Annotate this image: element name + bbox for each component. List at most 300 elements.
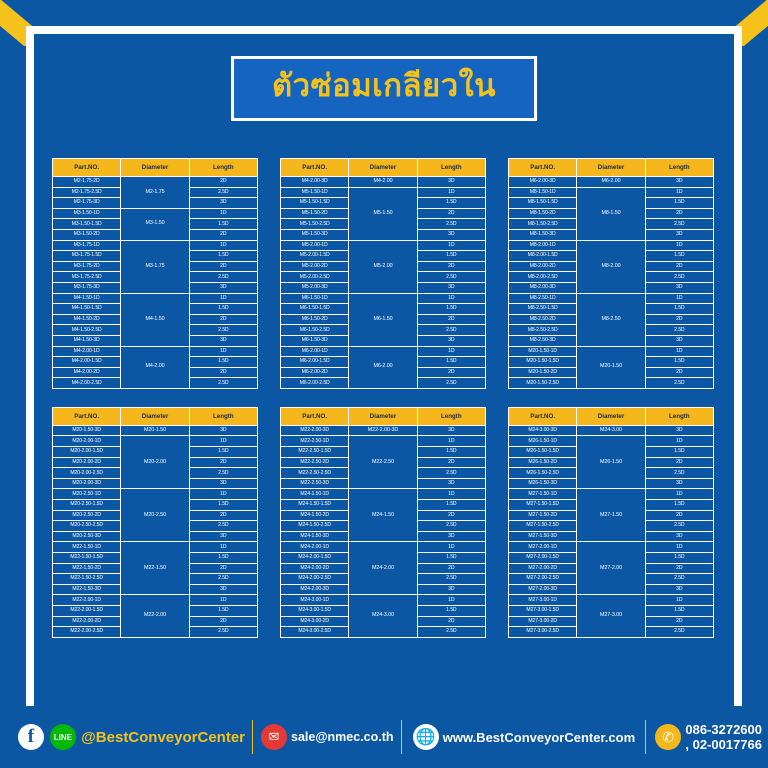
cell-length: 1D xyxy=(189,346,257,357)
cell-part-no: M20-1.50-1.5D xyxy=(509,357,577,368)
column-header-1: Part.NO. xyxy=(281,407,349,425)
cell-length: 2D xyxy=(645,314,713,325)
cell-part-no: M3-1.75-1D xyxy=(53,240,121,251)
spec-table xyxy=(280,407,486,638)
table-row xyxy=(281,293,486,304)
cell-part-no: M8-1.50-2D xyxy=(509,208,577,219)
cell-length: 1D xyxy=(645,240,713,251)
table-row xyxy=(53,208,258,219)
cell-length: 2.5D xyxy=(189,521,257,532)
cell-diameter: M8-2.50 xyxy=(577,293,645,346)
cell-part-no: M24-3.00-2.5D xyxy=(281,627,349,638)
cell-part-no: M22-2.00-2D xyxy=(53,616,121,627)
cell-length: 1D xyxy=(417,489,485,500)
cell-part-no: M5-2.00-3D xyxy=(281,282,349,293)
cell-length: 2D xyxy=(189,261,257,272)
cell-length: 1.5D xyxy=(417,304,485,315)
cell-part-no: M24-2.00-3D xyxy=(281,584,349,595)
cell-length: 1.5D xyxy=(645,447,713,458)
cell-part-no: M20-2.50-2.5D xyxy=(53,521,121,532)
cell-part-no: M8-2.00-2D xyxy=(509,261,577,272)
cell-length: 1D xyxy=(645,595,713,606)
cell-part-no: M4-1.50-1.5D xyxy=(53,304,121,315)
cell-length: 3D xyxy=(417,229,485,240)
cell-length: 2.5D xyxy=(417,627,485,638)
cell-length: 1.5D xyxy=(189,219,257,230)
cell-diameter: M6-1.50 xyxy=(349,293,417,346)
cell-length: 2D xyxy=(417,314,485,325)
cell-part-no: M5-2.00-2.5D xyxy=(281,272,349,283)
cell-length: 2D xyxy=(645,616,713,627)
poster-page xyxy=(26,26,742,714)
cell-diameter: M8-2.00 xyxy=(577,240,645,293)
cell-length: 1D xyxy=(417,542,485,553)
poster-inner-panel xyxy=(34,34,734,706)
cell-part-no: M27-2.00-2D xyxy=(509,563,577,574)
cell-diameter: M22-2.50 xyxy=(349,436,417,489)
cell-length: 3D xyxy=(189,282,257,293)
cell-length: 3D xyxy=(417,335,485,346)
facebook-handle[interactable]: @BestConveyorCenter xyxy=(81,728,246,746)
cell-part-no: M2-1.75-3D xyxy=(53,198,121,209)
cell-length: 1D xyxy=(417,595,485,606)
cell-length: 2.5D xyxy=(645,378,713,389)
cell-part-no: M8-2.50-1.5D xyxy=(509,304,577,315)
cell-diameter: M6-2.00 xyxy=(577,177,645,188)
cell-part-no: M22-1.50-2D xyxy=(53,563,121,574)
footer-phone[interactable]: 086-3272600 , 02-0017766 xyxy=(685,722,762,752)
cell-length: 3D xyxy=(417,425,485,436)
cell-diameter: M20-1.50 xyxy=(121,425,189,436)
cell-part-no: M24-2.00-2D xyxy=(281,563,349,574)
cell-diameter: M24-1.50 xyxy=(349,489,417,542)
cell-part-no: M27-3.00-1D xyxy=(509,595,577,606)
cell-length: 3D xyxy=(417,531,485,542)
cell-part-no: M4-2.00-2D xyxy=(53,367,121,378)
cell-part-no: M3-1.75-1.5D xyxy=(53,251,121,262)
spec-table-6 xyxy=(508,407,714,638)
column-header-2: Diameter xyxy=(577,407,645,425)
cell-length: 3D xyxy=(417,177,485,188)
cell-part-no: M27-1.50-2.5D xyxy=(509,521,577,532)
table-row xyxy=(281,240,486,251)
cell-length: 2.5D xyxy=(189,378,257,389)
cell-part-no: M4-2.00-1D xyxy=(53,346,121,357)
cell-length: 1D xyxy=(645,187,713,198)
cell-length: 2D xyxy=(417,563,485,574)
cell-part-no: M8-2.50-3D xyxy=(509,335,577,346)
footer-website[interactable]: www.BestConveyorCenter.com xyxy=(442,729,636,745)
table-header-row xyxy=(509,159,714,177)
cell-length: 2D xyxy=(417,208,485,219)
cell-length: 2D xyxy=(417,261,485,272)
cell-part-no: M6-2.00-1D xyxy=(281,346,349,357)
column-header-1: Part.NO. xyxy=(509,159,577,177)
spec-table-3 xyxy=(508,158,714,389)
cell-length: 2D xyxy=(417,367,485,378)
table-row xyxy=(281,187,486,198)
cell-length: 1D xyxy=(417,187,485,198)
cell-length: 1D xyxy=(189,436,257,447)
cell-diameter: M26-1.50 xyxy=(577,436,645,489)
cell-diameter: M20-2.00 xyxy=(121,436,189,489)
cell-part-no: M26-1.50-1D xyxy=(509,436,577,447)
cell-part-no: M5-2.00-2D xyxy=(281,261,349,272)
column-header-1: Part.NO. xyxy=(281,159,349,177)
cell-part-no: M27-1.50-1D xyxy=(509,489,577,500)
cell-part-no: M26-1.50-2D xyxy=(509,457,577,468)
footer-bar xyxy=(0,706,768,768)
cell-part-no: M20-1.50-2.5D xyxy=(509,378,577,389)
spec-table-2 xyxy=(280,158,486,389)
cell-length: 2.5D xyxy=(645,272,713,283)
cell-length: 2.5D xyxy=(417,219,485,230)
cell-part-no: M20-2.50-3D xyxy=(53,531,121,542)
cell-length: 1.5D xyxy=(189,500,257,511)
cell-length: 2D xyxy=(189,616,257,627)
cell-part-no: M8-2.00-3D xyxy=(509,282,577,293)
cell-length: 3D xyxy=(645,282,713,293)
cell-diameter: M22-2.00-3D xyxy=(349,425,417,436)
cell-length: 1D xyxy=(417,240,485,251)
cell-diameter: M22-1.50 xyxy=(121,542,189,595)
cell-length: 1D xyxy=(645,542,713,553)
table-row xyxy=(53,240,258,251)
cell-length: 1.5D xyxy=(189,553,257,564)
cell-length: 2.5D xyxy=(417,468,485,479)
globe-icon: 🌐 xyxy=(413,724,439,750)
column-header-2: Diameter xyxy=(577,159,645,177)
column-header-2: Diameter xyxy=(121,159,189,177)
table-row xyxy=(509,177,714,188)
cell-length: 1D xyxy=(645,436,713,447)
cell-length: 2D xyxy=(417,616,485,627)
cell-length: 2.5D xyxy=(189,627,257,638)
cell-length: 1D xyxy=(645,489,713,500)
table-row xyxy=(281,177,486,188)
cell-length: 3D xyxy=(189,198,257,209)
cell-part-no: M6-2.00-3D xyxy=(509,177,577,188)
table-row xyxy=(509,346,714,357)
cell-length: 2.5D xyxy=(645,627,713,638)
cell-part-no: M5-1.50-2D xyxy=(281,208,349,219)
cell-diameter: M2-1.75 xyxy=(121,177,189,209)
cell-length: 1D xyxy=(417,293,485,304)
cell-part-no: M5-1.50-1.5D xyxy=(281,198,349,209)
cell-part-no: M27-1.50-3D xyxy=(509,531,577,542)
cell-length: 2.5D xyxy=(189,187,257,198)
table-row xyxy=(53,346,258,357)
cell-part-no: M27-3.00-2.5D xyxy=(509,627,577,638)
cell-part-no: M6-2.00-2D xyxy=(281,367,349,378)
cell-length: 2D xyxy=(189,367,257,378)
facebook-icon[interactable]: f xyxy=(18,724,44,750)
cell-part-no: M5-1.50-1D xyxy=(281,187,349,198)
table-row xyxy=(509,425,714,436)
cell-part-no: M6-2.00-2.5D xyxy=(281,378,349,389)
cell-part-no: M22-2.50-1D xyxy=(281,436,349,447)
cell-length: 2.5D xyxy=(189,574,257,585)
cell-part-no: M4-1.50-2D xyxy=(53,314,121,325)
cell-part-no: M24-1.50-2D xyxy=(281,510,349,521)
cell-part-no: M27-3.00-2D xyxy=(509,616,577,627)
cell-length: 1.5D xyxy=(189,357,257,368)
cell-length: 2.5D xyxy=(417,378,485,389)
cell-part-no: M4-1.50-1D xyxy=(53,293,121,304)
cell-part-no: M20-1.50-1D xyxy=(509,346,577,357)
cell-part-no: M5-2.00-1D xyxy=(281,240,349,251)
cell-part-no: M6-1.50-1D xyxy=(281,293,349,304)
spec-table xyxy=(508,407,714,638)
spec-table-4 xyxy=(52,407,258,638)
table-header-row xyxy=(53,407,258,425)
cell-length: 2.5D xyxy=(417,574,485,585)
cell-length: 1.5D xyxy=(417,500,485,511)
spec-table xyxy=(508,158,714,389)
cell-part-no: M22-2.50-2D xyxy=(281,457,349,468)
cell-part-no: M26-1.50-2.5D xyxy=(509,468,577,479)
table-row xyxy=(281,542,486,553)
cell-length: 3D xyxy=(645,425,713,436)
cell-part-no: M22-2.50-3D xyxy=(281,478,349,489)
cell-length: 1.5D xyxy=(645,251,713,262)
cell-length: 2D xyxy=(189,229,257,240)
cell-length: 3D xyxy=(189,478,257,489)
cell-length: 2.5D xyxy=(645,325,713,336)
table-row xyxy=(509,542,714,553)
cell-length: 1D xyxy=(645,346,713,357)
line-icon-label: LINE xyxy=(53,732,73,742)
cell-diameter: M27-3.00 xyxy=(577,595,645,637)
cell-length: 2D xyxy=(645,208,713,219)
cell-part-no: M22-2.50-2.5D xyxy=(281,468,349,479)
cell-length: 2D xyxy=(645,510,713,521)
table-row xyxy=(281,436,486,447)
cell-part-no: M27-2.00-1.5D xyxy=(509,553,577,564)
cell-part-no: M3-1.50-1D xyxy=(53,208,121,219)
cell-part-no: M24-3.00-1D xyxy=(281,595,349,606)
cell-diameter: M20-1.50 xyxy=(577,346,645,388)
cell-part-no: M24-2.00-2.5D xyxy=(281,574,349,585)
cell-length: 1.5D xyxy=(645,500,713,511)
cell-diameter: M27-1.50 xyxy=(577,489,645,542)
cell-length: 3D xyxy=(189,531,257,542)
column-header-3: Length xyxy=(645,407,713,425)
cell-length: 2D xyxy=(645,457,713,468)
cell-part-no: M8-2.00-2.5D xyxy=(509,272,577,283)
column-header-2: Diameter xyxy=(121,407,189,425)
cell-part-no: M4-2.00-3D xyxy=(281,177,349,188)
cell-part-no: M4-1.50-3D xyxy=(53,335,121,346)
cell-length: 1.5D xyxy=(417,553,485,564)
cell-length: 1D xyxy=(189,489,257,500)
cell-length: 1.5D xyxy=(417,447,485,458)
phone-icon: ✆ xyxy=(655,724,681,750)
cell-length: 1D xyxy=(189,595,257,606)
cell-length: 2D xyxy=(189,510,257,521)
table-row xyxy=(281,425,486,436)
cell-length: 3D xyxy=(645,335,713,346)
cell-part-no: M8-2.00-1D xyxy=(509,240,577,251)
cell-part-no: M20-2.00-2.5D xyxy=(53,468,121,479)
cell-diameter: M8-1.50 xyxy=(577,187,645,240)
cell-part-no: M24-2.00-1D xyxy=(281,542,349,553)
cell-part-no: M20-2.00-2D xyxy=(53,457,121,468)
column-header-3: Length xyxy=(645,159,713,177)
cell-length: 1.5D xyxy=(417,357,485,368)
cell-part-no: M22-2.50-1.5D xyxy=(281,447,349,458)
cell-length: 3D xyxy=(645,177,713,188)
cell-part-no: M24-3.00-1.5D xyxy=(281,605,349,616)
cell-length: 2D xyxy=(417,457,485,468)
cell-diameter: M24-3.00 xyxy=(577,425,645,436)
cell-length: 1D xyxy=(189,240,257,251)
cell-length: 1.5D xyxy=(645,553,713,564)
cell-length: 2D xyxy=(189,457,257,468)
cell-part-no: M5-1.50-2.5D xyxy=(281,219,349,230)
cell-diameter: M24-3.00 xyxy=(349,595,417,637)
cell-length: 1.5D xyxy=(189,251,257,262)
cell-part-no: M5-2.00-1.5D xyxy=(281,251,349,262)
cell-length: 1.5D xyxy=(417,251,485,262)
cell-part-no: M24-1.50-1.5D xyxy=(281,500,349,511)
table-row xyxy=(53,293,258,304)
cell-part-no: M27-1.50-2D xyxy=(509,510,577,521)
cell-part-no: M5-1.50-3D xyxy=(281,229,349,240)
table-row xyxy=(53,177,258,188)
cell-length: 1.5D xyxy=(645,304,713,315)
table-row xyxy=(53,436,258,447)
cell-part-no: M8-1.50-1D xyxy=(509,187,577,198)
cell-length: 2D xyxy=(645,367,713,378)
table-header-row xyxy=(53,159,258,177)
cell-length: 3D xyxy=(417,584,485,595)
footer-divider-2 xyxy=(401,720,402,754)
cell-part-no: M3-1.75-2.5D xyxy=(53,272,121,283)
cell-part-no: M24-3.00-3D xyxy=(509,425,577,436)
cell-diameter: M5-1.50 xyxy=(349,187,417,240)
cell-length: 1.5D xyxy=(417,198,485,209)
cell-diameter: M3-1.50 xyxy=(121,208,189,240)
table-row xyxy=(509,489,714,500)
cell-length: 1.5D xyxy=(189,447,257,458)
cell-part-no: M24-1.50-3D xyxy=(281,531,349,542)
cell-part-no: M4-2.00-2.5D xyxy=(53,378,121,389)
cell-diameter: M24-2.00 xyxy=(349,542,417,595)
cell-part-no: M3-1.50-1.5D xyxy=(53,219,121,230)
cell-part-no: M22-2.00-1D xyxy=(53,595,121,606)
cell-part-no: M22-2.00-3D xyxy=(281,425,349,436)
table-row xyxy=(53,425,258,436)
cell-part-no: M8-2.50-2.5D xyxy=(509,325,577,336)
cell-part-no: M4-1.50-2.5D xyxy=(53,325,121,336)
cell-length: 1D xyxy=(189,542,257,553)
cell-part-no: M26-1.50-1.5D xyxy=(509,447,577,458)
cell-part-no: M27-1.50-1.5D xyxy=(509,500,577,511)
cell-part-no: M8-2.50-1D xyxy=(509,293,577,304)
cell-length: 1.5D xyxy=(645,198,713,209)
cell-part-no: M8-1.50-1.5D xyxy=(509,198,577,209)
cell-part-no: M6-1.50-2D xyxy=(281,314,349,325)
cell-part-no: M20-1.50-2D xyxy=(509,367,577,378)
table-row xyxy=(509,240,714,251)
column-header-2: Diameter xyxy=(349,159,417,177)
cell-part-no: M6-2.00-1.5D xyxy=(281,357,349,368)
cell-length: 2.5D xyxy=(417,325,485,336)
cell-length: 1D xyxy=(189,293,257,304)
cell-part-no: M20-2.50-1D xyxy=(53,489,121,500)
column-header-3: Length xyxy=(417,159,485,177)
cell-diameter: M22-2.00 xyxy=(121,595,189,637)
table-row xyxy=(281,489,486,500)
spec-table xyxy=(280,158,486,389)
cell-length: 2.5D xyxy=(189,272,257,283)
cell-length: 2.5D xyxy=(417,272,485,283)
cell-length: 1.5D xyxy=(645,605,713,616)
cell-part-no: M6-1.50-2.5D xyxy=(281,325,349,336)
spec-table xyxy=(52,407,258,638)
cell-part-no: M27-2.00-3D xyxy=(509,584,577,595)
cell-length: 1D xyxy=(645,293,713,304)
cell-part-no: M22-2.00-1.5D xyxy=(53,605,121,616)
cell-part-no: M20-2.50-2D xyxy=(53,510,121,521)
footer-email[interactable]: sale@nmec.co.th xyxy=(291,730,394,744)
column-header-3: Length xyxy=(417,407,485,425)
footer-social[interactable] xyxy=(18,724,76,750)
cell-part-no: M27-2.00-2.5D xyxy=(509,574,577,585)
cell-length: 3D xyxy=(189,335,257,346)
cell-part-no: M3-1.75-2D xyxy=(53,261,121,272)
footer-divider-1 xyxy=(252,720,253,754)
cell-part-no: M8-1.50-3D xyxy=(509,229,577,240)
cell-part-no: M2-1.75-2D xyxy=(53,177,121,188)
cell-part-no: M20-2.50-1.5D xyxy=(53,500,121,511)
envelope-icon: ✉ xyxy=(261,724,287,750)
cell-length: 3D xyxy=(645,531,713,542)
cell-part-no: M24-1.50-1D xyxy=(281,489,349,500)
cell-length: 1.5D xyxy=(189,304,257,315)
cell-length: 1.5D xyxy=(417,605,485,616)
cell-diameter: M6-2.00 xyxy=(349,346,417,388)
cell-diameter: M4-2.00 xyxy=(121,346,189,388)
line-icon[interactable] xyxy=(50,724,76,750)
footer-divider-3 xyxy=(645,720,646,754)
cell-length: 2.5D xyxy=(189,325,257,336)
cell-part-no: M24-1.50-2.5D xyxy=(281,521,349,532)
cell-length: 2.5D xyxy=(645,219,713,230)
cell-part-no: M8-2.00-1.5D xyxy=(509,251,577,262)
cell-part-no: M20-2.00-3D xyxy=(53,478,121,489)
cell-diameter: M3-1.75 xyxy=(121,240,189,293)
spec-table-1 xyxy=(52,158,258,389)
cell-part-no: M8-1.50-2.5D xyxy=(509,219,577,230)
cell-diameter: M5-2.00 xyxy=(349,240,417,293)
cell-part-no: M22-1.50-1.5D xyxy=(53,553,121,564)
cell-length: 2.5D xyxy=(645,521,713,532)
cell-diameter: M4-2.00 xyxy=(349,177,417,188)
page-title-box xyxy=(231,56,537,121)
cell-length: 2D xyxy=(189,177,257,188)
cell-length: 2D xyxy=(189,563,257,574)
table-row xyxy=(53,489,258,500)
table-row xyxy=(53,542,258,553)
cell-part-no: M6-1.50-1.5D xyxy=(281,304,349,315)
cell-length: 2.5D xyxy=(417,521,485,532)
cell-length: 2D xyxy=(645,261,713,272)
table-row xyxy=(509,595,714,606)
cell-diameter: M4-1.50 xyxy=(121,293,189,346)
cell-part-no: M8-2.50-2D xyxy=(509,314,577,325)
